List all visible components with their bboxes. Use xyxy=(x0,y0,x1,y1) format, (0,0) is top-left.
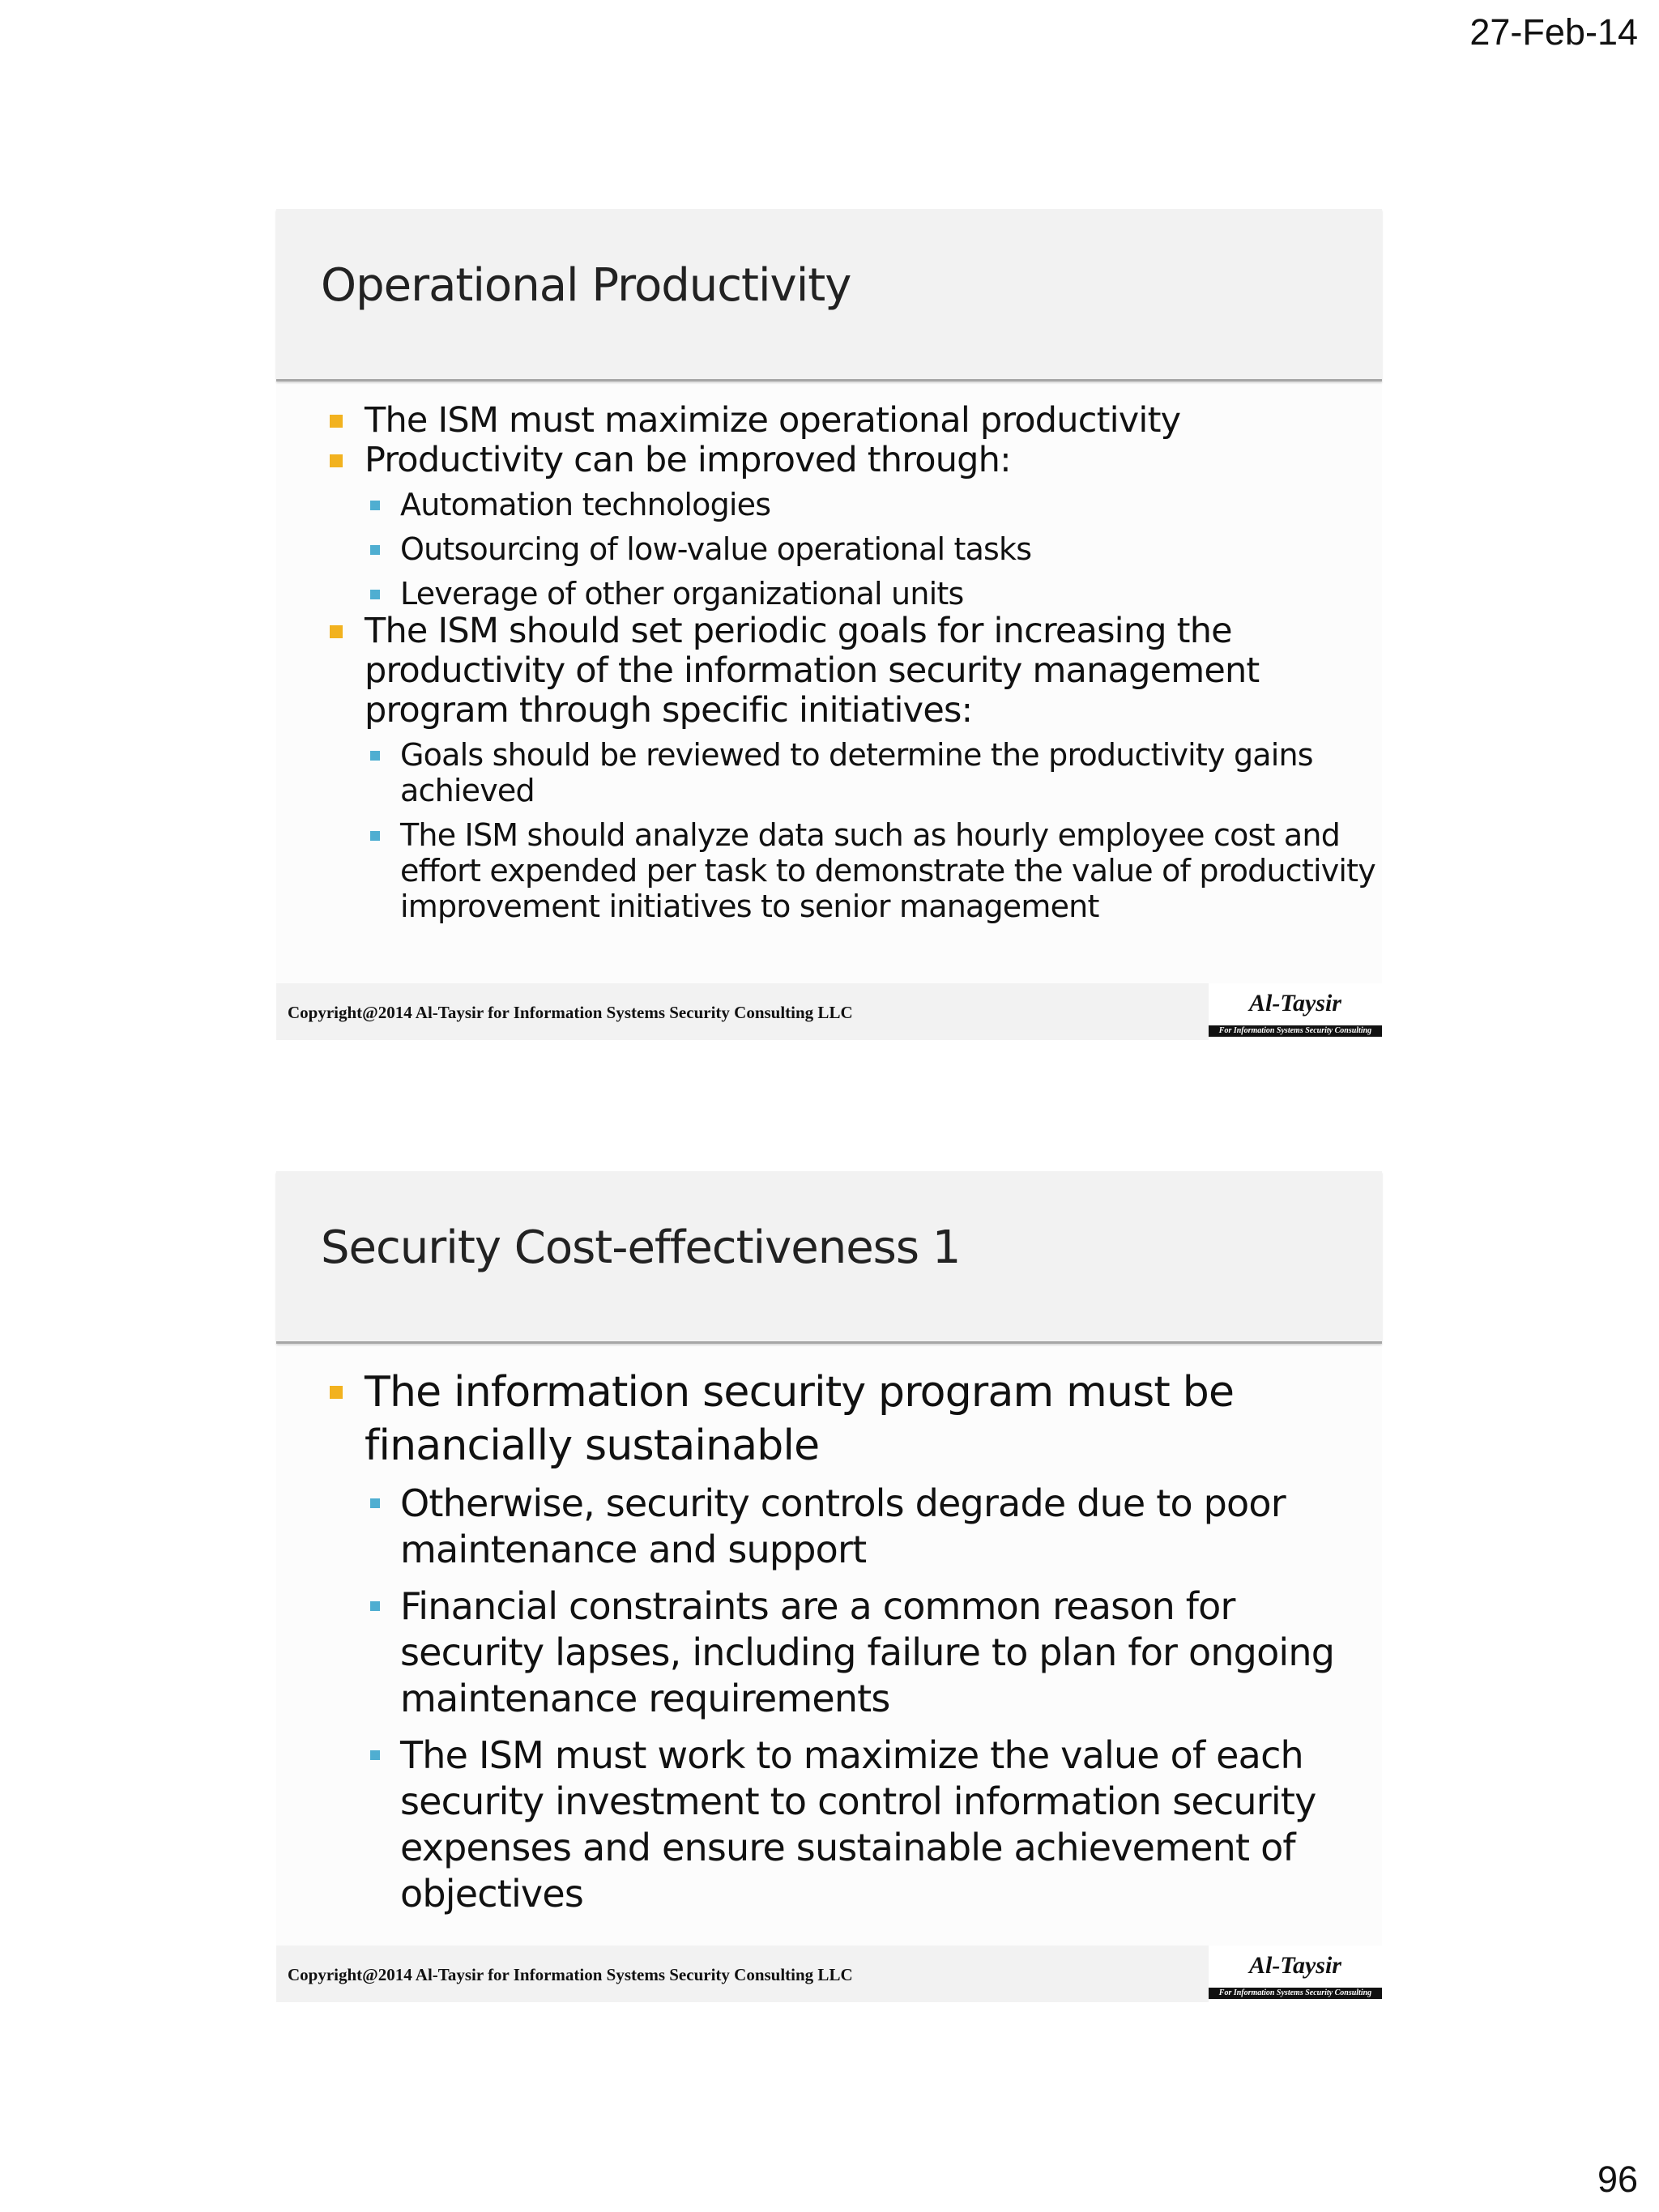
logo-tagline: For Information Systems Security Consulting xyxy=(1209,1988,1382,1999)
page-date: 27-Feb-14 xyxy=(1469,11,1638,53)
sub-list-item xyxy=(276,1733,1382,1917)
slide-header xyxy=(276,209,1382,381)
logo-tagline: For Information Systems Security Consulting xyxy=(1209,1025,1382,1037)
square-bullet-icon xyxy=(370,501,380,510)
sub-list-item xyxy=(276,1481,1382,1573)
square-bullet-icon xyxy=(330,1386,343,1399)
sub-bullet-text: The ISM must work to maximize the value of each security investment to control information security expenses and ensure sustainable achievement of objectives xyxy=(400,1733,1316,1916)
sub-bullet-list xyxy=(365,737,1382,924)
slide-footer xyxy=(276,983,1382,1040)
sub-bullet-text: Goals should be reviewed to determine the productivity gains achieved xyxy=(400,737,1313,808)
copyright-text: Copyright@2014 Al-Taysir for Information Systems Security Consulting LLC xyxy=(288,1965,853,1984)
sub-bullet-text: Outsourcing of low-value operational tasks xyxy=(400,531,1032,567)
sub-list-item xyxy=(276,1583,1382,1722)
square-bullet-icon xyxy=(330,625,343,638)
square-bullet-icon xyxy=(370,1498,380,1508)
al-taysir-logo xyxy=(1209,1946,1382,2002)
sub-bullet-list xyxy=(365,487,1382,612)
square-bullet-icon xyxy=(370,831,380,841)
bullet-list xyxy=(276,1366,1382,1917)
sub-bullet-text: Financial constraints are a common reason for security lapses, including failure to plan for ongoing maintenance requirements xyxy=(400,1584,1335,1720)
slide-body xyxy=(276,1366,1382,1917)
bullet-text: The ISM should set periodic goals for increasing the productivity of the information security management program through specific initiatives: xyxy=(365,611,1260,731)
slide-body xyxy=(276,401,1382,924)
square-bullet-icon xyxy=(370,1750,380,1760)
logo-name: Al-Taysir xyxy=(1249,990,1341,1016)
square-bullet-icon xyxy=(370,590,380,599)
bullet-text: The information security program must be financially sustainable xyxy=(365,1368,1235,1470)
list-item xyxy=(276,1366,1382,1917)
sub-list-item xyxy=(276,576,1382,612)
sub-list-item xyxy=(276,737,1382,808)
list-item xyxy=(276,401,1382,441)
copyright-text: Copyright@2014 Al-Taysir for Information Systems Security Consulting LLC xyxy=(288,1003,853,1022)
sub-list-item xyxy=(276,531,1382,567)
square-bullet-icon xyxy=(330,454,343,467)
square-bullet-icon xyxy=(330,415,343,428)
slide-header xyxy=(276,1171,1382,1344)
square-bullet-icon xyxy=(370,545,380,555)
page-number: 96 xyxy=(1597,2159,1638,2200)
square-bullet-icon xyxy=(370,1601,380,1611)
slide-operational-productivity xyxy=(276,209,1382,1040)
al-taysir-logo xyxy=(1209,983,1382,1040)
sub-list-item xyxy=(276,817,1382,924)
sub-list-item xyxy=(276,487,1382,522)
sub-bullet-text: Otherwise, security controls degrade due to poor maintenance and support xyxy=(400,1481,1286,1571)
slide-title: Operational Productivity xyxy=(321,259,851,312)
slide-security-cost-effectiveness xyxy=(276,1171,1382,2002)
list-item xyxy=(276,441,1382,612)
bullet-text: Productivity can be improved through: xyxy=(365,440,1011,480)
bullet-text: The ISM must maximize operational productivity xyxy=(365,400,1181,441)
list-item xyxy=(276,612,1382,924)
sub-bullet-list xyxy=(365,1481,1382,1917)
square-bullet-icon xyxy=(370,751,380,761)
sub-bullet-text: The ISM should analyze data such as hourly employee cost and effort expended per task to demonstrate the value of productivity improvement initiatives to senior management xyxy=(400,817,1375,924)
slide-footer xyxy=(276,1946,1382,2002)
sub-bullet-text: Leverage of other organizational units xyxy=(400,576,964,612)
slide-title: Security Cost-effectiveness 1 xyxy=(321,1221,961,1274)
bullet-list xyxy=(276,401,1382,924)
sub-bullet-text: Automation technologies xyxy=(400,487,771,522)
logo-name: Al-Taysir xyxy=(1249,1952,1341,1979)
